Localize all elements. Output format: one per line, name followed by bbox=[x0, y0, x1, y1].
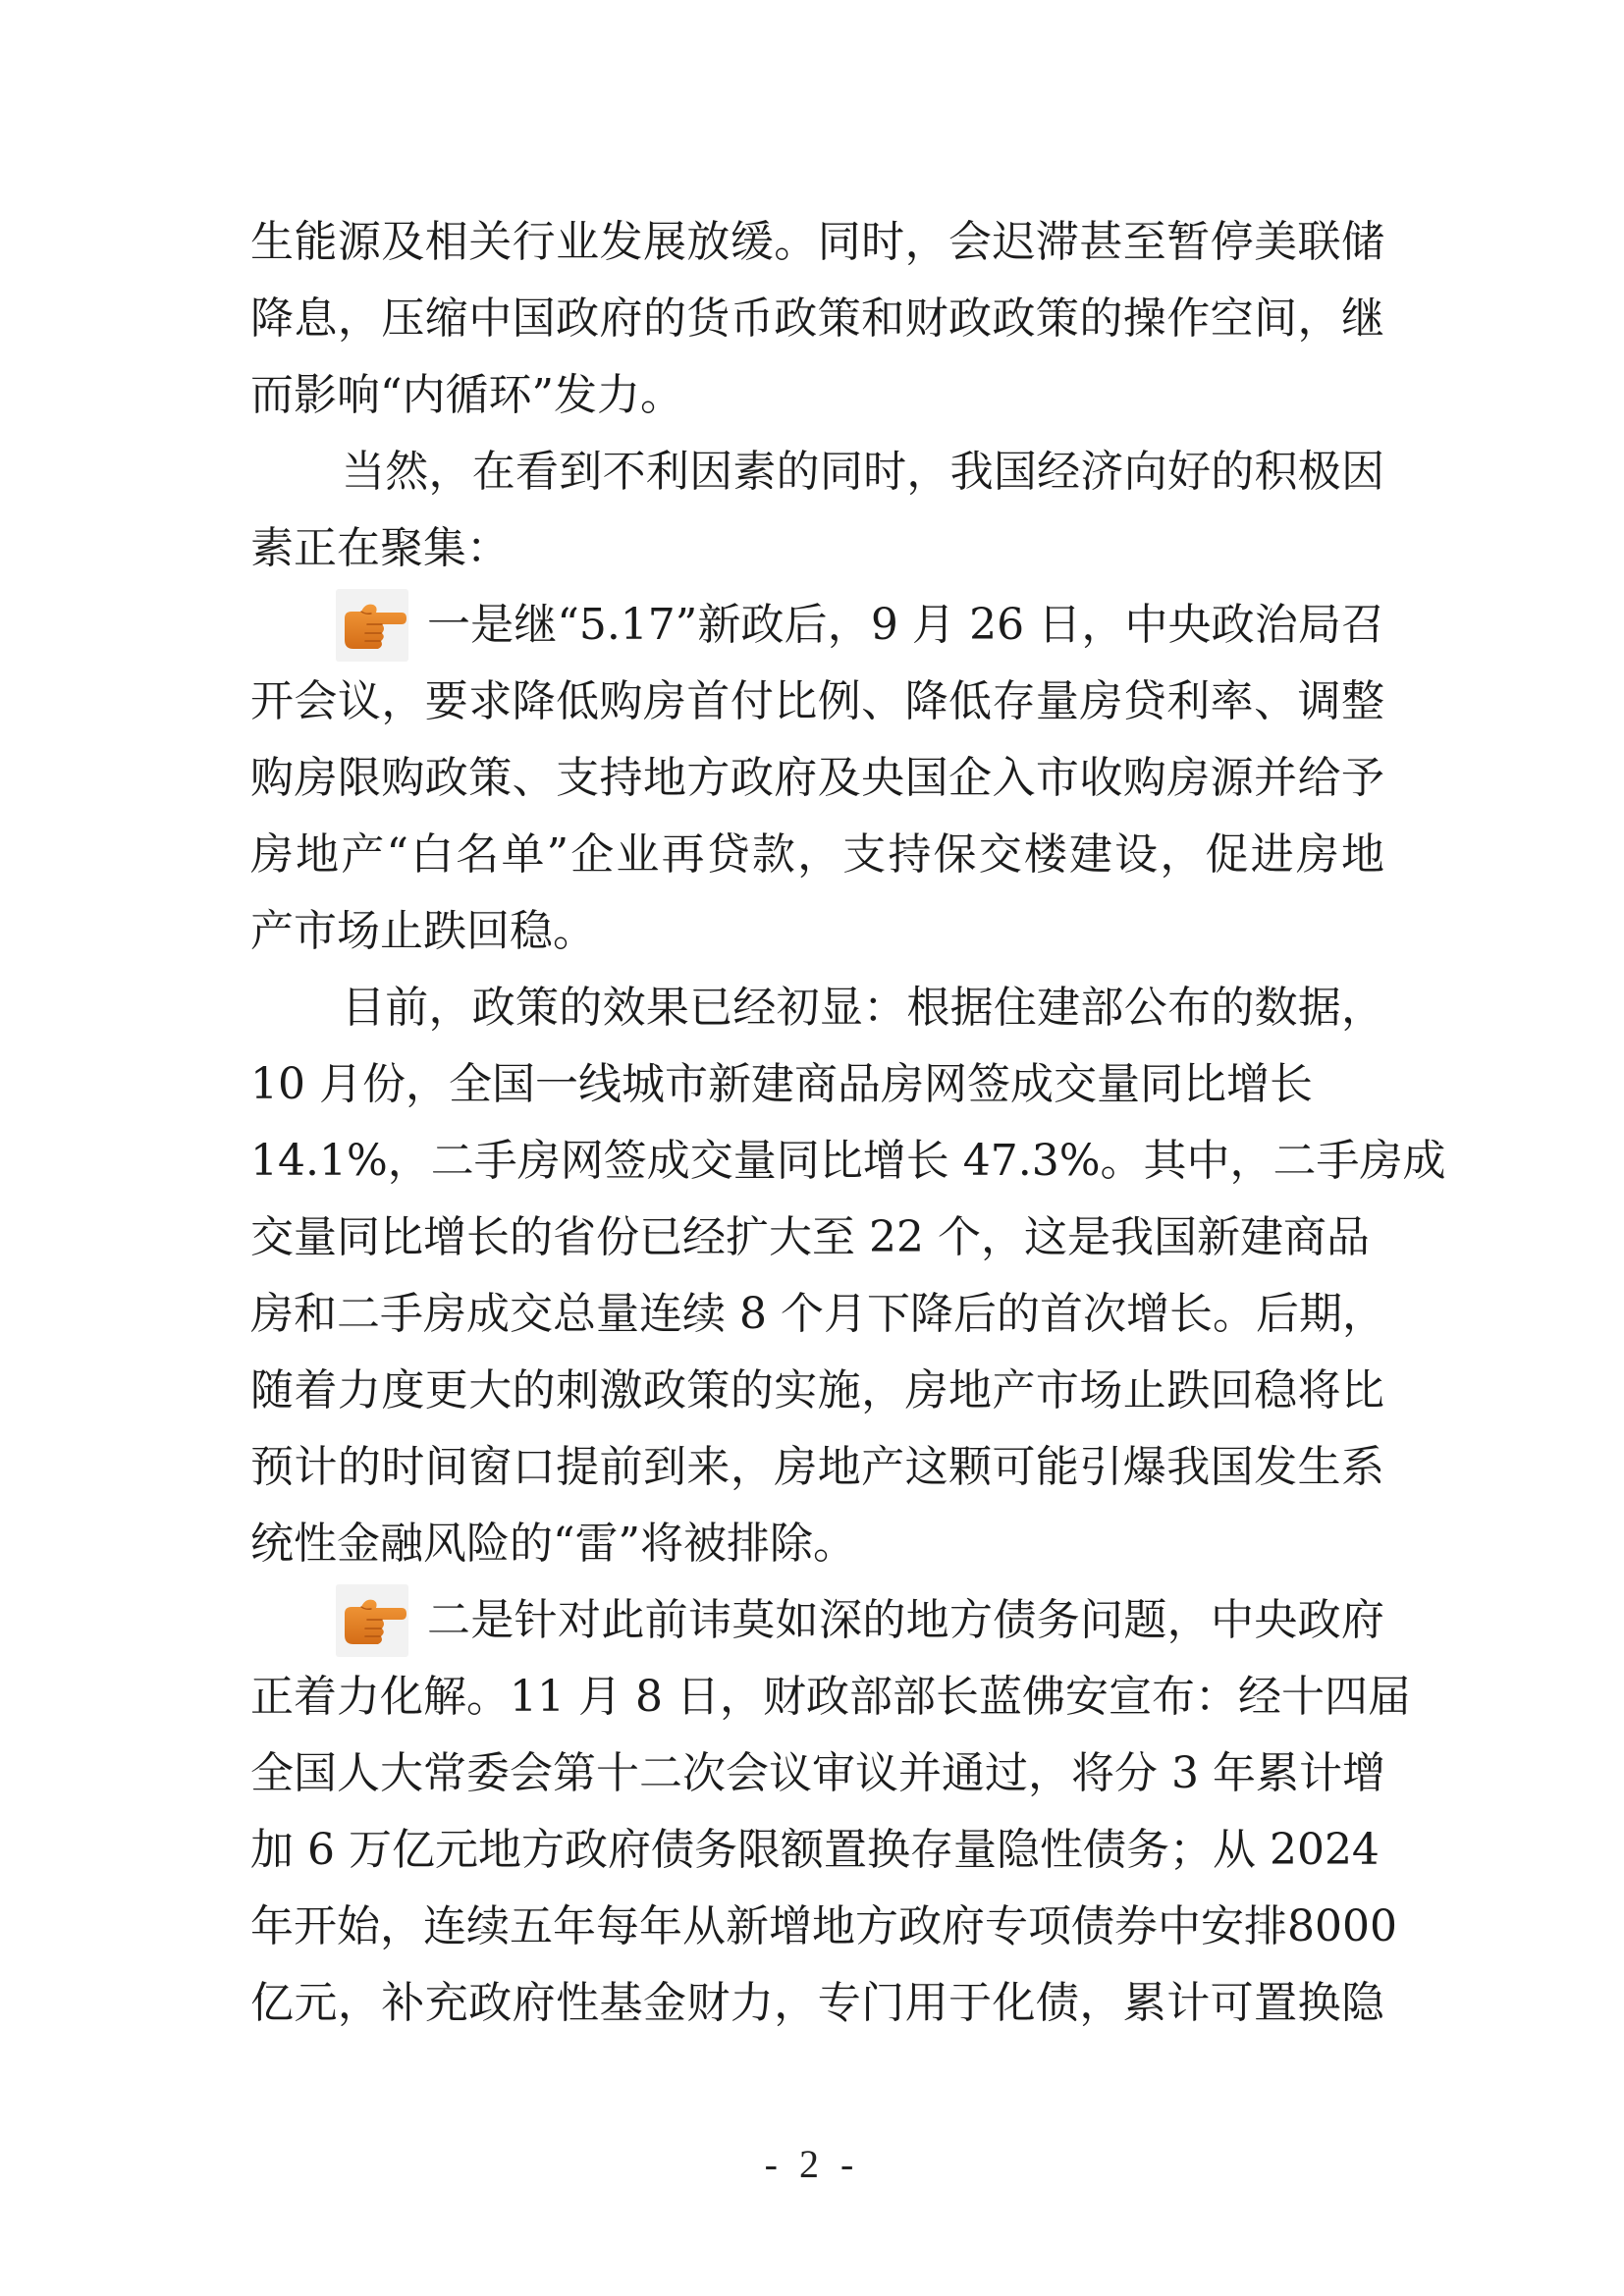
text-line: 统性金融风险的“雷”将被排除。 bbox=[250, 1519, 856, 1569]
text-line: 全国人大常委会第十二次会议审议并通过，将分 3 年累计增 bbox=[250, 1748, 1385, 1798]
text-line: 正着力化解。11 月 8 日，财政部部长蓝佛安宣布：经十四届 bbox=[250, 1672, 1411, 1722]
bullet-paragraph-first-line bbox=[250, 587, 1384, 664]
text-line: 房地产“白名单”企业再贷款，支持保交楼建设，促进房地 bbox=[250, 829, 1384, 880]
text-line: 14.1%，二手房网签成交量同比增长 47.3%。其中，二手房成 bbox=[250, 1136, 1446, 1186]
pointing-hand-icon bbox=[336, 1584, 408, 1657]
bullet-text: 二是针对此前讳莫如深的地方债务问题，中央政府 bbox=[427, 1595, 1384, 1645]
text-line: 加 6 万亿元地方政府债务限额置换存量隐性债务；从 2024 bbox=[250, 1825, 1380, 1875]
text-line: 10 月份，全国一线城市新建商品房网签成交量同比增长 bbox=[250, 1059, 1313, 1109]
page-number: - 2 - bbox=[764, 2142, 860, 2186]
text-line: 亿元，补充政府性基金财力，专门用于化债，累计可置换隐 bbox=[250, 1978, 1384, 2028]
text-line: 年开始，连续五年每年从新增地方政府专项债券中安排8000 bbox=[250, 1901, 1397, 1951]
pointing-hand-icon bbox=[336, 589, 408, 662]
text-line: 生能源及相关行业发展放缓。同时，会迟滞甚至暂停美联储 bbox=[250, 217, 1384, 267]
text-line: 交量同比增长的省份已经扩大至 22 个，这是我国新建商品 bbox=[250, 1212, 1370, 1262]
text-line: 预计的时间窗口提前到来，房地产这颗可能引爆我国发生系 bbox=[250, 1442, 1384, 1492]
text-line: 产市场止跌回稳。 bbox=[250, 906, 596, 956]
text-line: 开会议，要求降低购房首付比例、降低存量房贷利率、调整 bbox=[250, 676, 1384, 726]
text-line: 而影响“内循环”发力。 bbox=[250, 370, 683, 420]
bullet-paragraph-first-line bbox=[250, 1582, 1384, 1659]
paragraph-first-line: 目前，政策的效果已经初显：根据住建部公布的数据， bbox=[342, 983, 1384, 1033]
bullet-text: 一是继“5.17”新政后，9 月 26 日，中央政治局召 bbox=[427, 600, 1384, 650]
document-body bbox=[250, 204, 1446, 2042]
text-line: 房和二手房成交总量连续 8 个月下降后的首次增长。后期， bbox=[250, 1289, 1385, 1339]
paragraph-first-line: 当然，在看到不利因素的同时，我国经济向好的积极因 bbox=[342, 447, 1384, 497]
text-line: 素正在聚集： bbox=[250, 523, 510, 573]
text-line: 降息，压缩中国政府的货币政策和财政政策的操作空间，继 bbox=[250, 294, 1384, 344]
text-line: 随着力度更大的刺激政策的实施，房地产市场止跌回稳将比 bbox=[250, 1365, 1384, 1415]
text-line: 购房限购政策、支持地方政府及央国企入市收购房源并给予 bbox=[250, 753, 1384, 803]
